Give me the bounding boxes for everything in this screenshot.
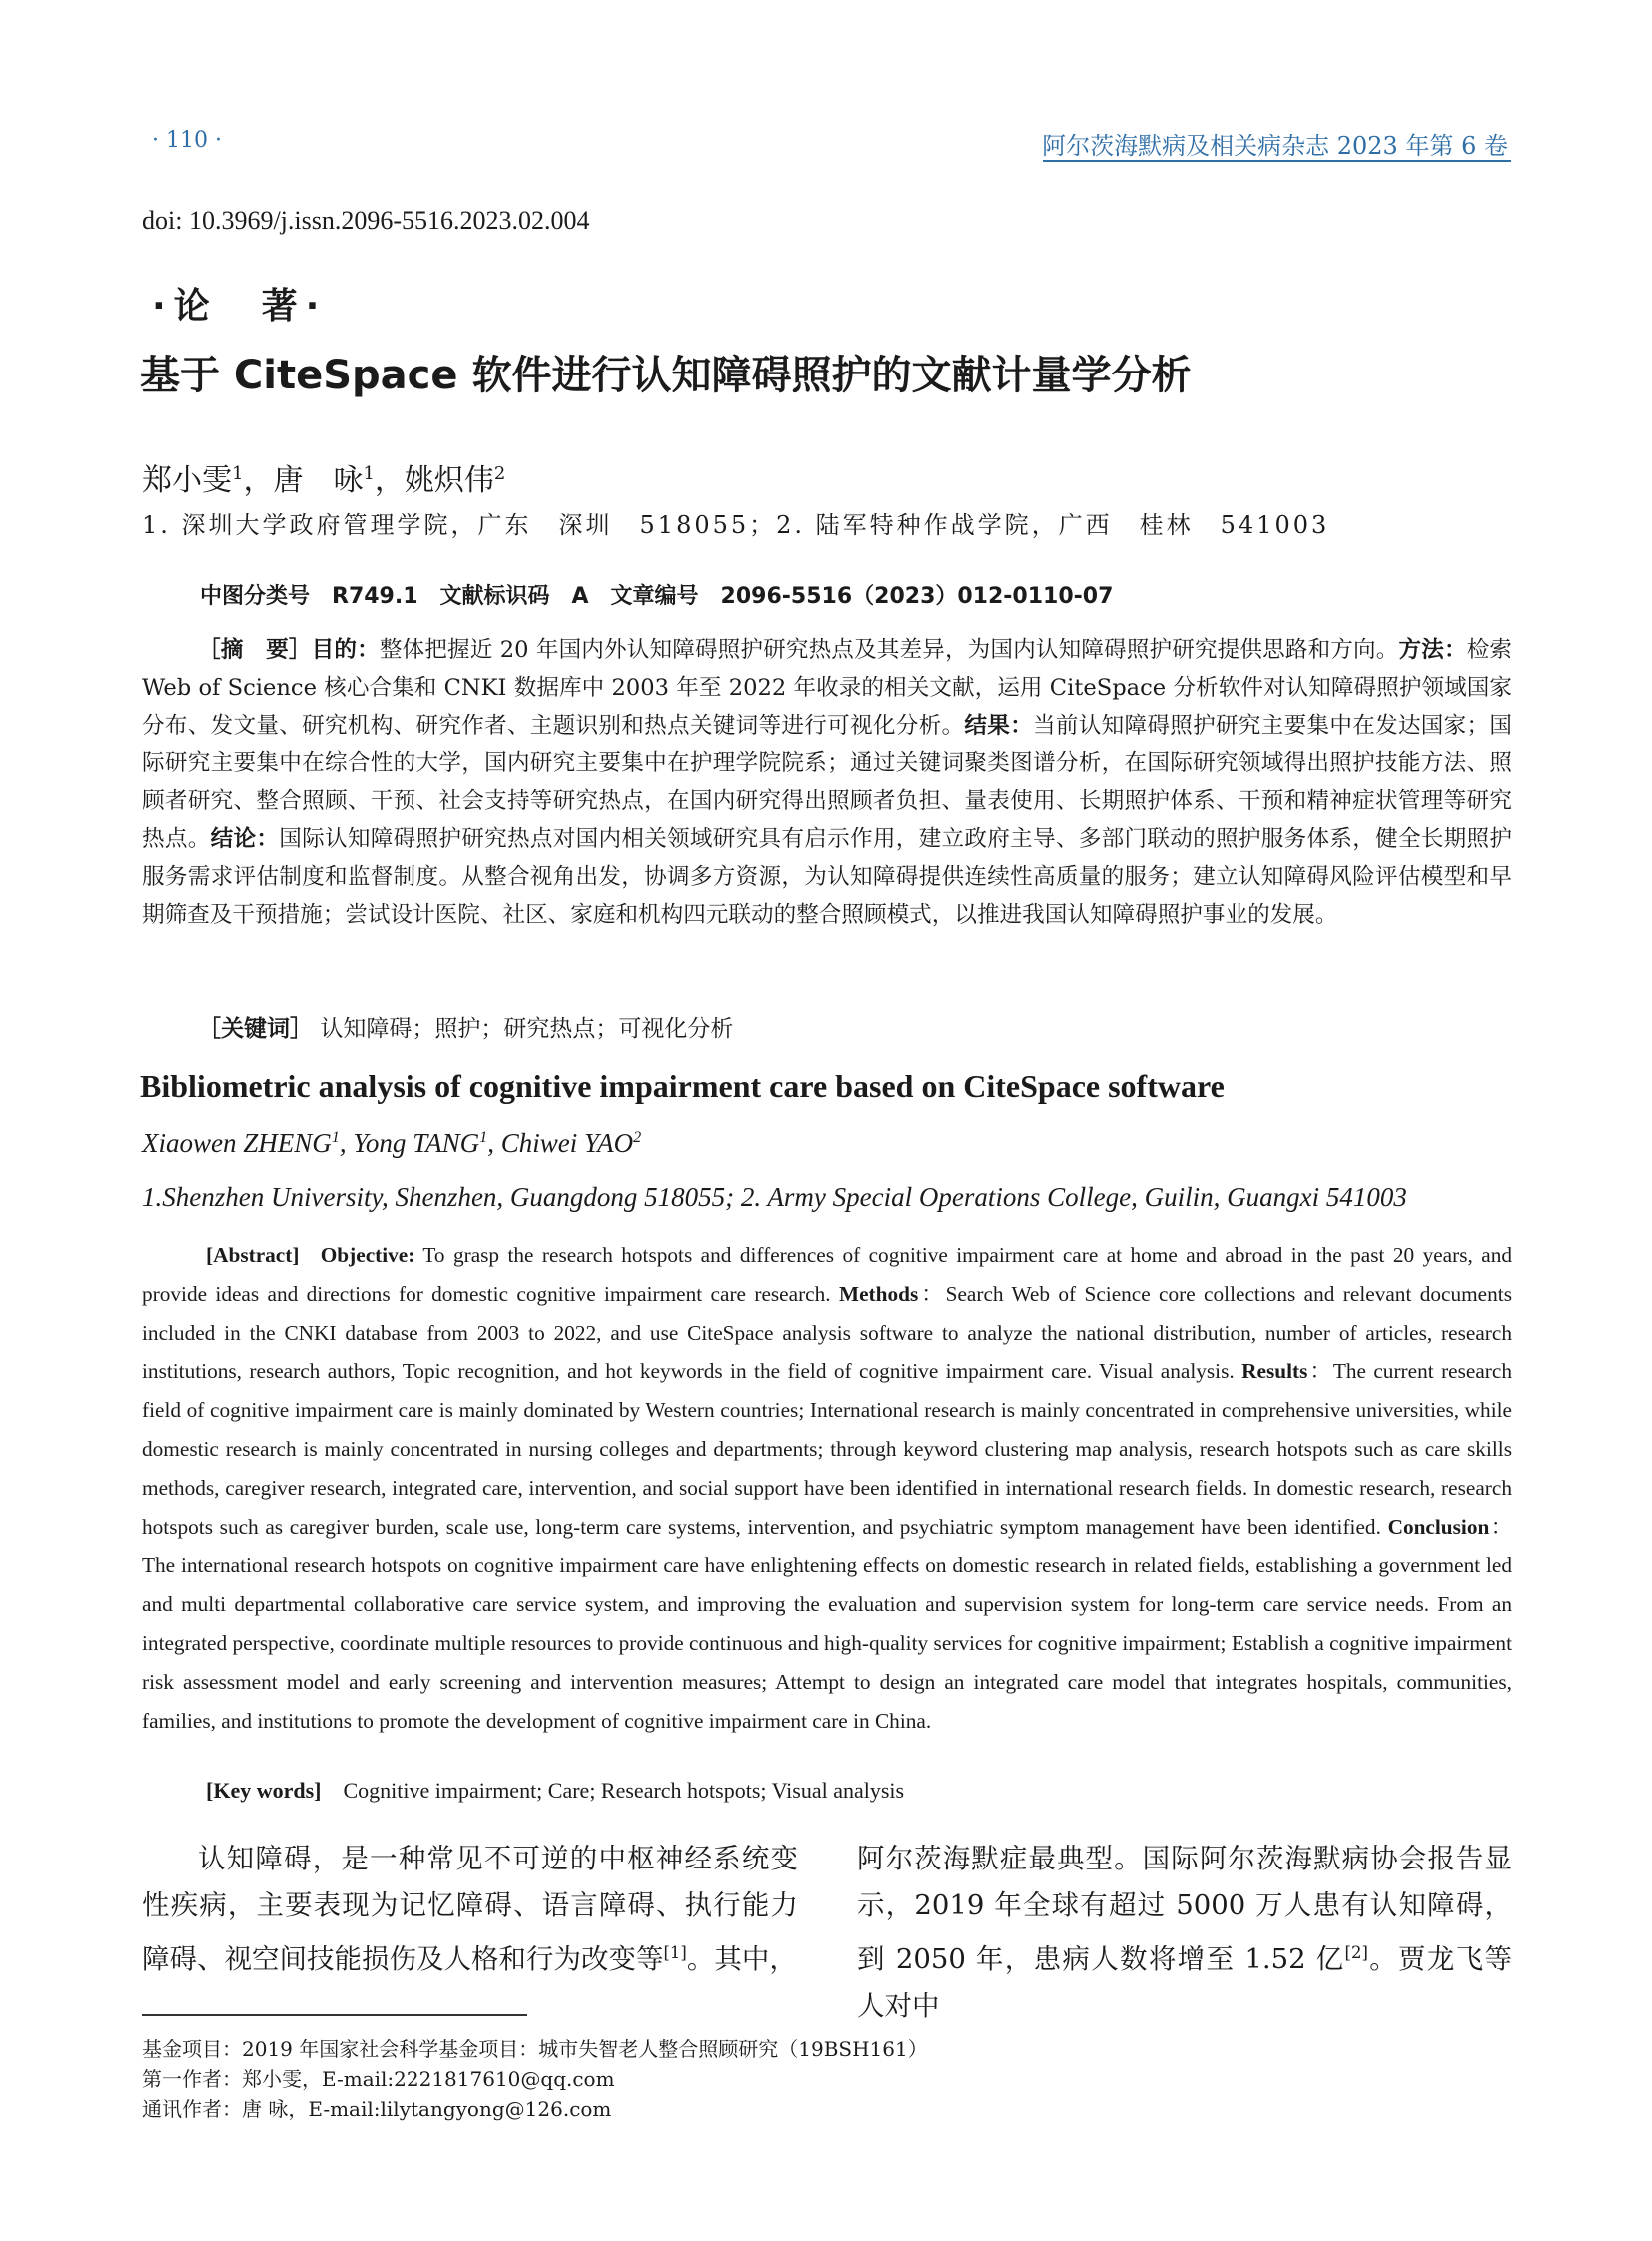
author-3-affil: 2 <box>493 463 506 484</box>
footnote-first-author: 第一作者：郑小雯，E-mail:2221817610@qq.com <box>142 2067 615 2091</box>
english-title: Bibliometric analysis of cognitive impairment care based on CiteSpace software <box>140 1068 1225 1104</box>
english-affiliation: 1.Shenzhen University, Shenzhen, Guangdong 518055; 2. Army Special Operations College, Guilin, Guangxi 541003 <box>142 1182 1407 1212</box>
results-text: 当前认知障碍照护研究主要集中在发达国家；国际研究主要集中在综合性的大学，国内研究主要集中在护理学院院系；通过关键词聚类图谱分析，在国际研究领域得出照护技能方法、照顾者研究、整合照顾、干预、社会支持等研究热点，在国内研究得出照顾者负担、量表使用、长期照护体系、干预和精神症状管理等研究热点。 <box>142 712 1513 852</box>
objective-label: 目的： <box>311 637 380 663</box>
body-left-column <box>142 1836 798 1983</box>
en-objective-text: To grasp the research hotspots and differences of cognitive impairment care at home and abroad in the past 20 years, and provide ideas and directions for domestic cognitive impairment care research. <box>142 1243 1512 1306</box>
affiliation: 1. 深圳大学政府管理学院，广东 深圳 518055；2. 陆军特种作战学院，广西 桂林 541003 <box>142 511 1330 539</box>
results-label: 结果： <box>964 712 1033 739</box>
methods-text: 检索 Web of Science 核心合集和 CNKI 数据库中 2003 年至 2022 年收录的相关文献，运用 CiteSpace 分析软件对认知障碍照护领域国家分布、发文量、研究机构、研究作者、主题识别和热点关键词等进行可视化分析。 <box>142 637 1513 739</box>
author-2: ，唐 咏 <box>243 463 364 498</box>
citation-2: [2] <box>1344 1943 1368 1962</box>
en-author-3: , Chiwei YAO <box>487 1128 634 1158</box>
body-right-text: 阿尔茨海默症最典型。国际阿尔茨海默病协会报告显示，2019 年全球有超过 5000 万人患有认知障碍，到 2050 年，患病人数将增至 1.52 亿 <box>857 1843 1512 1976</box>
chinese-keywords <box>198 1010 733 1043</box>
body-left-text: 认知障碍，是一种常见不可逆的中枢神经系统变性疾病，主要表现为记忆障碍、语言障碍、执行能力障碍、视空间技能损伤及人格和行为改变等 <box>142 1843 798 1976</box>
body-right-column <box>857 1836 1512 2030</box>
footnote-fund: 基金项目：2019 年国家社会科学基金项目：城市失智老人整合照顾研究（19BSH161） <box>142 2037 928 2061</box>
en-keywords-text: Cognitive impairment; Care; Research hotspots; Visual analysis <box>343 1778 905 1803</box>
en-results-text: ：The current research field of cognitive impairment care is mainly dominated by Western countries; International research is mainly concentrated in comprehensive universities, while domestic research is mainly concentrated in nursing colleges and departments; through keyword clustering map analysis, research hotspots such as care skills methods, caregiver research, integrated care, intervention, and social support have been identified in international research fields. In domestic research, research hotspots such as caregiver burden, scale use, long-term care systems, intervention, and psychiatric symptom management have been identified. <box>142 1359 1512 1539</box>
methods-label: 方法： <box>1398 637 1467 663</box>
en-conclusion-text: ：The international research hotspots on cognitive impairment care have enlightening effects on domestic research in related fields, establishing a government led and multi departmental collaborative care service system, and improving the evaluation and supervision system for long-term care service needs. From an integrated perspective, coordinate multiple resources to provide continuous and high-quality services for cognitive impairment; Establish a cognitive impairment risk assessment model and early screening and intervention measures; Attempt to design an integrated care model that integrates hospitals, communities, families, and institutions to promote the development of cognitive impairment care in China. <box>142 1514 1512 1733</box>
article-title: 基于 CiteSpace 软件进行认知障碍照护的文献计量学分析 <box>140 353 1192 398</box>
author-1-affil: 1 <box>232 463 244 484</box>
en-author-1: Xiaowen ZHENG <box>142 1128 332 1158</box>
en-author-2-affil: 1 <box>479 1128 488 1146</box>
abstract-label: ［摘 要］ <box>198 637 312 663</box>
footnote-rule <box>142 2014 527 2016</box>
footnote-corresponding: 通讯作者：唐 咏，E-mail:lilytangyong@126.com <box>142 2097 612 2121</box>
en-author-3-affil: 2 <box>633 1128 642 1146</box>
doi: doi: 10.3969/j.issn.2096-5516.2023.02.004 <box>142 206 590 235</box>
en-author-1-affil: 1 <box>331 1128 340 1146</box>
objective-text: 整体把握近 20 年国内外认知障碍照护研究热点及其差异，为国内认知障碍照护研究提供思路和方向。 <box>379 637 1399 663</box>
author-1: 郑小雯 <box>142 463 232 498</box>
english-abstract <box>142 1236 1512 1740</box>
conclusion-text: 国际认知障碍照护研究热点对国内相关领域研究具有启示作用，建立政府主导、多部门联动的照护服务体系，健全长期照护服务需求评估制度和监督制度。从整合视角出发，协调多方资源，为认知障碍提供连续性高质量的服务；建立认知障碍风险评估模型和早期筛查及干预措施；尝试设计医院、社区、家庭和机构四元联动的整合照顾模式，以推进我国认知障碍照护事业的发展。 <box>142 825 1513 928</box>
keywords-text: 认知障碍；照护；研究热点；可视化分析 <box>320 1016 734 1042</box>
author-2-affil: 1 <box>363 463 375 484</box>
body-left-tail: 。其中， <box>686 1943 797 1976</box>
en-methods-label: Methods <box>838 1281 919 1306</box>
authors <box>142 455 505 499</box>
en-results-label: Results <box>1241 1359 1308 1384</box>
conclusion-label: 结论： <box>210 825 280 852</box>
section-label: ·论 著· <box>152 286 328 327</box>
en-conclusion-label: Conclusion <box>1387 1514 1490 1539</box>
citation-1: [1] <box>663 1943 687 1962</box>
author-3: ，姚炽伟 <box>374 463 494 498</box>
english-authors <box>142 1128 641 1159</box>
en-methods-text: ：Search Web of Science core collections and relevant documents included in the CNKI database from 2003 to 2022, and use CiteSpace analysis software to analyze the national distribution, number of articles, research institutions, research authors, Topic recognition, and hot keywords in the field of cognitive impairment care. Visual analysis. <box>142 1281 1512 1384</box>
journal-header: 阿尔茨海默病及相关病杂志 2023 年第 6 卷 <box>1042 132 1508 160</box>
classification-line: 中图分类号 R749.1 文献标识码 A 文章编号 2096-5516（2023）012-0110-07 <box>200 584 1114 609</box>
en-author-2: , Yong TANG <box>339 1128 480 1158</box>
en-keywords-label: [Key words] <box>206 1778 322 1803</box>
page-number: · 110 · <box>152 128 222 153</box>
keywords-label: ［关键词］ <box>198 1016 313 1042</box>
chinese-abstract <box>142 632 1512 934</box>
en-objective-label: Objective: <box>320 1243 415 1267</box>
header-rule <box>1043 160 1511 162</box>
en-abstract-label: [Abstract] <box>206 1243 300 1267</box>
english-keywords <box>206 1778 904 1804</box>
body-right-tail: 。贾龙飞等人对中 <box>857 1943 1512 2023</box>
